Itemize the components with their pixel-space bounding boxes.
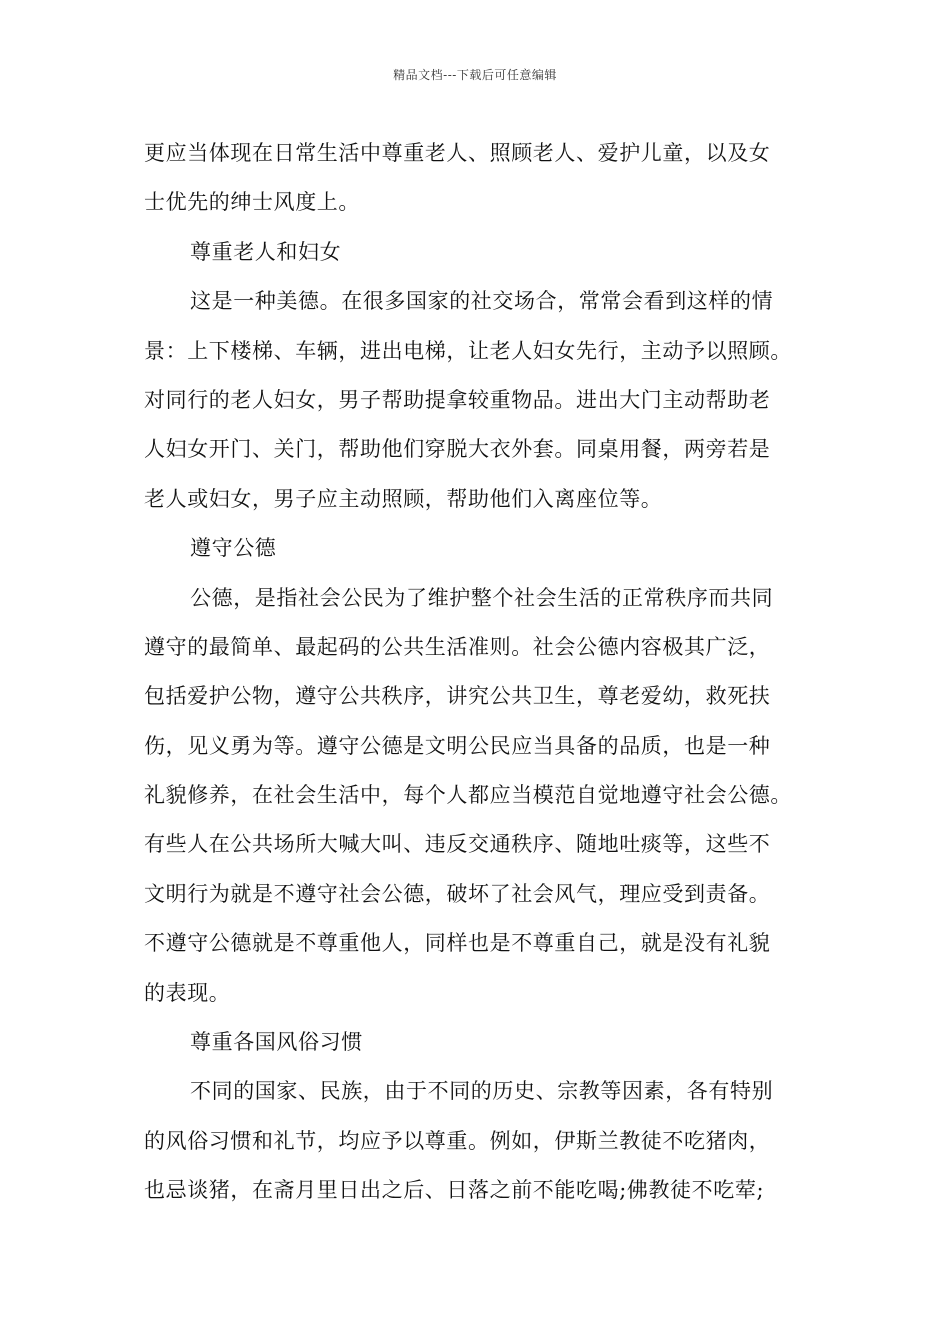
text-line: 士优先的绅士风度上。 (144, 190, 360, 215)
text-line: 老人或妇女，男子应主动照顾，帮助他们入离座位等。 (144, 486, 663, 511)
paragraph-first-line: 不同的国家、民族，由于不同的历史、宗教等因素，各有特别 (190, 1079, 774, 1104)
text-line: 有些人在公共场所大喊大叫、违反交通秩序、随地吐痰等，这些不 (144, 832, 771, 857)
text-line: 对同行的老人妇女，男子帮助提拿较重物品。进出大门主动帮助老 (144, 387, 771, 412)
text-line: 的表现。 (144, 980, 231, 1005)
text-line: 遵守的最简单、最起码的公共生活准则。社会公德内容极其广泛， (144, 634, 771, 659)
paragraph-first-line: 公德，是指社会公民为了维护整个社会生活的正常秩序而共同 (190, 585, 774, 610)
text-line: 不遵守公德就是不尊重他人，同样也是不尊重自己，就是没有礼貌 (144, 931, 771, 956)
text-line: 的风俗习惯和礼节，均应予以尊重。例如，伊斯兰教徒不吃猪肉， (144, 1128, 771, 1153)
paragraph-first-line: 这是一种美德。在很多国家的社交场合，常常会看到这样的情 (190, 289, 774, 314)
text-line: 人妇女开门、关门，帮助他们穿脱大衣外套。同桌用餐，两旁若是 (144, 437, 771, 462)
text-line: 包括爱护公物，遵守公共秩序，讲究公共卫生，尊老爱幼，救死扶 (144, 684, 771, 709)
section-heading: 尊重各国风俗习惯 (190, 1030, 363, 1055)
section-heading: 遵守公德 (190, 536, 277, 561)
text-line: 伤，见义勇为等。遵守公德是文明公民应当具备的品质，也是一种 (144, 733, 771, 758)
page-header: 精品文档---下载后可任意编辑 (393, 68, 557, 82)
section-heading: 尊重老人和妇女 (190, 239, 342, 264)
text-line: 景：上下楼梯、车辆，进出电梯，让老人妇女先行，主动予以照顾。 (144, 338, 792, 363)
text-line: 文明行为就是不遵守社会公德，破坏了社会风气，理应受到责备。 (144, 881, 771, 906)
text-line: 也忌谈猪，在斋月里日出之后、日落之前不能吃喝;佛教徒不吃荤; (144, 1178, 765, 1203)
text-line: 礼貌修养，在社会生活中，每个人都应当模范自觉地遵守社会公德。 (144, 783, 792, 808)
document-body (144, 129, 812, 1216)
text-line: 更应当体现在日常生活中尊重老人、照顾老人、爱护儿童，以及女 (144, 141, 771, 165)
